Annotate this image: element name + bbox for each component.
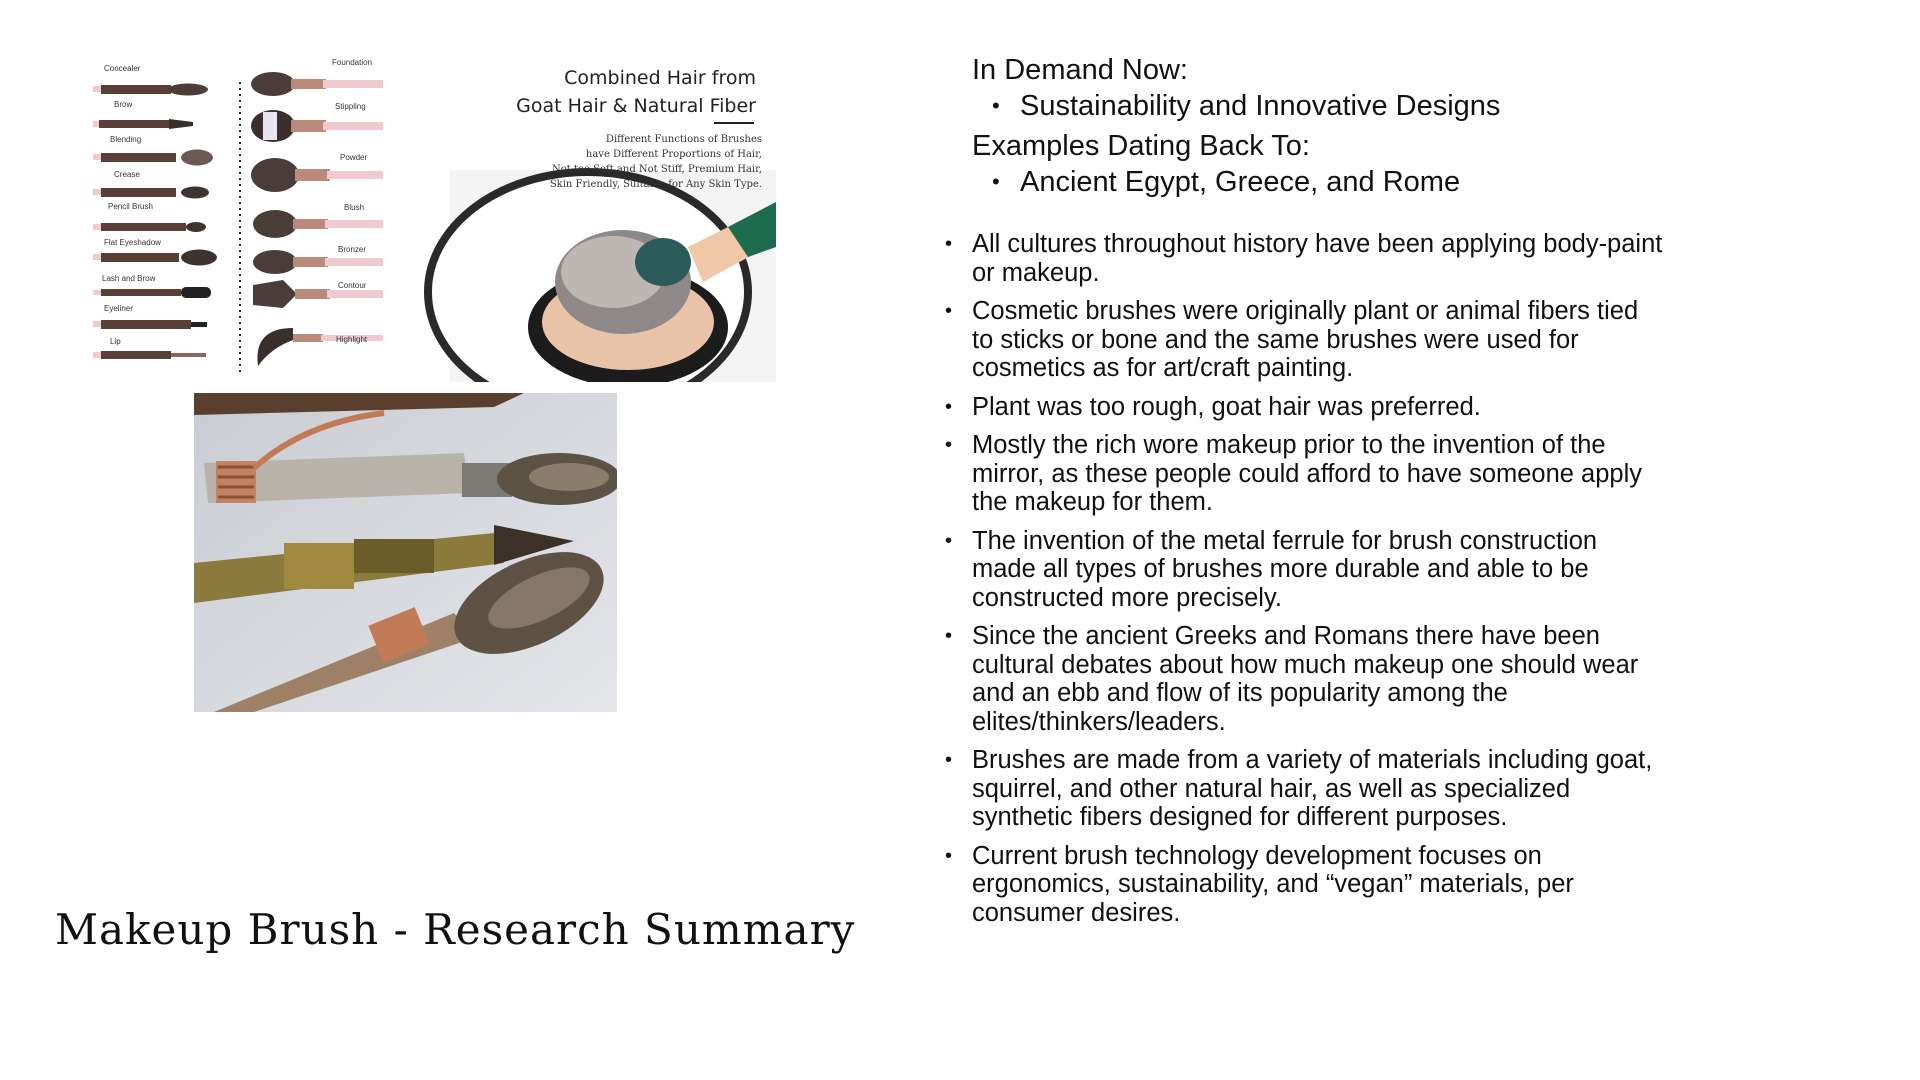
brush-label-crease: Crease (114, 170, 140, 179)
brush-label-lip: Lip (110, 337, 121, 346)
left-brushes (93, 84, 217, 360)
brush-label-concealer: Concealer (104, 64, 141, 73)
history-item: • Ancient Egypt, Greece, and Rome (1020, 164, 1672, 200)
facts-list (945, 230, 1665, 937)
combined-hair-line-2: Goat Hair & Natural Fiber (516, 95, 756, 117)
fact-item: • Current brush technology development focuses on ergonomics, sustainability, and “vegan” materials, per consumer desires. (945, 842, 1665, 928)
brush-types-image (88, 52, 776, 382)
heading-underline (714, 122, 754, 124)
brush-label-foundation: Foundation (332, 58, 373, 67)
highlights-section (972, 52, 1672, 202)
brush-label-blush: Blush (344, 203, 365, 212)
fact-item: • Brushes are made from a variety of materials including goat, squirrel, and other natural hair, as well as specialized synthetic fibers designed for different purposes. (945, 746, 1665, 832)
brush-label-eyeliner: Eyeliner (104, 304, 133, 313)
fact-item: • All cultures throughout history have been applying body-paint or makeup. (945, 230, 1665, 287)
fact-item: • Plant was too rough, goat hair was preferred. (945, 393, 1665, 422)
brush-label-lash-brow: Lash and Brow (102, 274, 156, 283)
fact-item: • Since the ancient Greeks and Romans there have been cultural debates about how much makeup one should wear and an ebb and flow of its popularity among the elites/thinkers/leaders. (945, 622, 1665, 736)
brush-label-blending: Blending (110, 135, 142, 144)
brush-label-powder: Powder (340, 153, 368, 162)
combined-hair-line-1: Combined Hair from (564, 67, 756, 89)
brush-label-contour: Contour (338, 281, 367, 290)
combined-hair-heading (516, 64, 756, 120)
ancient-brushes-image (194, 393, 617, 712)
fact-item: • The invention of the metal ferrule for brush construction made all types of brushes more durable and able to be constructed more precisely. (945, 527, 1665, 613)
in-demand-list (972, 88, 1672, 124)
fact-item: • Cosmetic brushes were originally plant or animal fibers tied to sticks or bone and the same brushes were used for cosmetics as for art/craft painting. (945, 297, 1665, 383)
description-line: Skin Friendly, Suitable for Any Skin Type. (549, 179, 762, 190)
in-demand-item: • Sustainability and Innovative Designs (1020, 88, 1672, 124)
ancient-brushes-illustration (194, 393, 617, 712)
slide-title: Makeup Brush - Research Summary (55, 905, 856, 954)
brush-label-pencil: Pencil Brush (108, 202, 153, 211)
description-line: Not too Soft and Not Stiff, Premium Hair, (551, 164, 762, 175)
history-heading: Examples Dating Back To: (972, 130, 1310, 162)
in-demand-heading: In Demand Now: (972, 54, 1188, 86)
fact-item: • Mostly the rich wore makeup prior to the invention of the mirror, as these people could afford to have someone apply the makeup for them. (945, 431, 1665, 517)
brush-label-highlight: Highlight (336, 335, 368, 344)
description-line: have Different Proportions of Hair, (585, 149, 762, 160)
brush-label-brow: Brow (114, 100, 133, 109)
brush-label-flat-eyeshadow: Flat Eyeshadow (104, 238, 161, 247)
description-line: Different Functions of Brushes (605, 134, 762, 145)
brush-description (550, 132, 762, 192)
right-brushes (251, 72, 383, 366)
history-list (972, 164, 1672, 200)
brush-label-bronzer: Bronzer (338, 245, 367, 254)
powder-brush-illustration (428, 170, 776, 382)
brush-label-stippling: Stippling (335, 102, 366, 111)
